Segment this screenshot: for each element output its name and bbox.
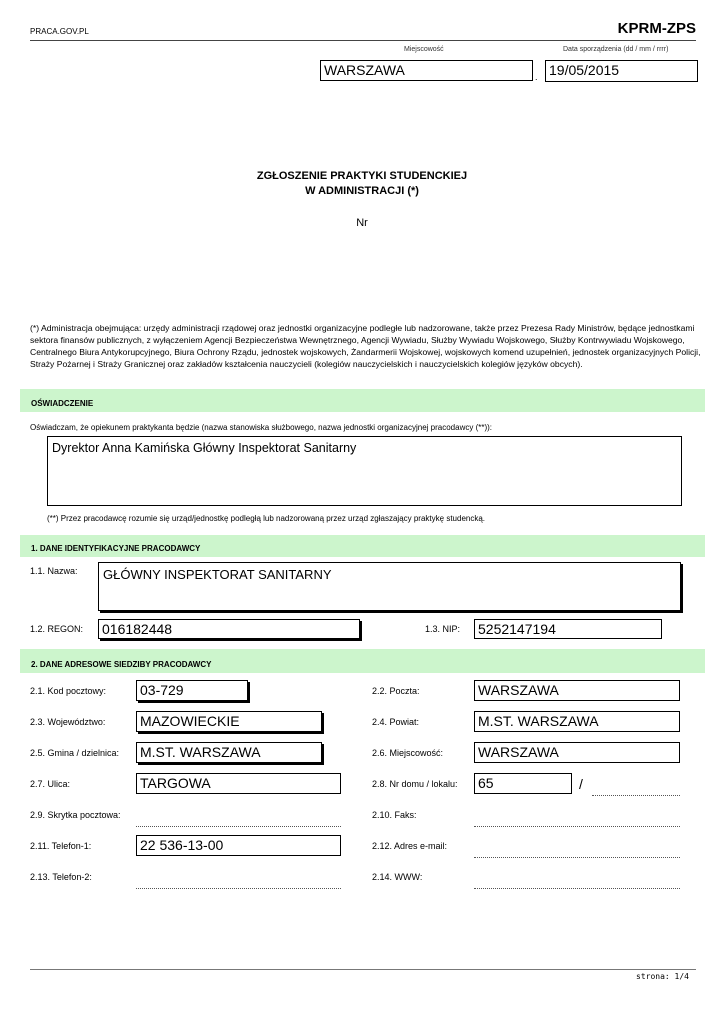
form-number-label: Nr [356, 217, 368, 229]
locality-field[interactable]: WARSZAWA [474, 742, 680, 763]
flat-number-blank[interactable] [592, 794, 680, 796]
form-title-line2: W ADMINISTRACJI (*) [305, 185, 419, 197]
supervisor-field[interactable]: Dyrektor Anna Kamińska Główny Inspektorat Sanitarny [47, 436, 682, 506]
postcode-field[interactable]: 03-729 [136, 680, 248, 701]
header-divider [30, 40, 696, 41]
date-field[interactable]: 19/05/2015 [545, 60, 698, 82]
place-label: Miejscowość [404, 46, 444, 53]
date-label: Data sporządzenia (dd / mm / rrrr) [563, 46, 669, 53]
admin-footnote: (*) Administracja obejmująca: urzędy administracji rządowej oraz jednostki organizacyjne podległe lub nadzorowane, także przez Prezesa Rady Ministrów, będące jednostkami sektora finansów publicznych, z wyłączeniem Agencji Bezpieczeństwa Wewnętrznego, Agencji Wywiadu, Służby Wywiadu Wojskowego, Służby Kontrwywiadu Wojskowego, Centralnego Biura Antykorupcyjnego, Biura Ochrony Rządu, jednostek wojskowych, Żandarmerii Wojskowej, wojskowych komend uzupełnień, jednostek organizacyjnych Policji, Straży Pożarnej i Straży Granicznej oraz zakładów kształcenia nauczycieli (kolegiów nauczycielskich i nauczycielskich kolegiów języków obcych). [30, 323, 701, 369]
house-number-field[interactable]: 65 [474, 773, 572, 794]
www-blank[interactable] [474, 887, 680, 889]
county-field[interactable]: M.ST. WARSZAWA [474, 711, 680, 732]
street-label: 2.7. Ulica: [30, 779, 71, 789]
regon-label: 1.2. REGON: [30, 624, 84, 634]
oswiadczenie-header [20, 389, 705, 412]
phone2-blank[interactable] [136, 887, 341, 889]
place-dot: . [535, 72, 538, 82]
www-label: 2.14. WWW: [372, 872, 423, 882]
phone2-label: 2.13. Telefon-2: [30, 872, 92, 882]
voivodeship-field[interactable]: MAZOWIECKIE [136, 711, 322, 732]
house-flat-separator: / [579, 776, 583, 792]
nip-field[interactable]: 5252147194 [474, 619, 662, 639]
voivodeship-label: 2.3. Województwo: [30, 717, 106, 727]
district-field[interactable]: M.ST. WARSZAWA [136, 742, 322, 763]
oswiadczenie-text: Oświadczam, że opiekunem praktykanta będzie (nazwa stanowiska służbowego, nazwa jednostki organizacyjnej pracodawcy (**)): [30, 423, 493, 432]
name-label: 1.1. Nazwa: [30, 566, 78, 576]
district-label: 2.5. Gmina / dzielnica: [30, 748, 120, 758]
section1-heading: 1. DANE IDENTYFIKACYJNE PRACODAWCY [31, 544, 201, 553]
house-number-label: 2.8. Nr domu / lokalu: [372, 779, 458, 789]
page-number: strona: 1/4 [636, 972, 689, 981]
footer-divider [30, 969, 696, 970]
county-label: 2.4. Powiat: [372, 717, 420, 727]
fax-label: 2.10. Faks: [372, 810, 417, 820]
po-box-label: 2.9. Skrytka pocztowa: [30, 810, 121, 820]
nip-label: 1.3. NIP: [425, 624, 461, 634]
post-office-label: 2.2. Poczta: [372, 686, 420, 696]
regon-field[interactable]: 016182448 [98, 619, 360, 639]
email-label: 2.12. Adres e-mail: [372, 841, 448, 851]
section2-header [20, 649, 705, 673]
employer-name-field[interactable]: GŁÓWNY INSPEKTORAT SANITARNY [98, 562, 681, 611]
oswiadczenie-heading: OŚWIADCZENIE [31, 399, 94, 408]
place-field[interactable]: WARSZAWA [320, 60, 533, 81]
post-office-field[interactable]: WARSZAWA [474, 680, 680, 701]
phone1-label: 2.11. Telefon-1: [30, 841, 92, 851]
site-label: PRACA.GOV.PL [30, 27, 89, 36]
po-box-blank[interactable] [136, 825, 341, 827]
form-title-line1: ZGŁOSZENIE PRAKTYKI STUDENCKIEJ [256, 170, 468, 182]
section1-header [20, 535, 705, 557]
locality-label: 2.6. Miejscowość: [372, 748, 444, 758]
employer-footnote: (**) Przez pracodawcę rozumie się urząd/jednostkę podległą lub nadzorowaną przez urząd zgłaszający praktykę studencką. [47, 514, 486, 523]
postcode-label: 2.1. Kod pocztowy: [30, 686, 107, 696]
street-field[interactable]: TARGOWA [136, 773, 341, 794]
form-code: KPRM-ZPS [617, 20, 696, 37]
email-blank[interactable] [474, 856, 680, 858]
fax-blank[interactable] [474, 825, 680, 827]
phone1-field[interactable]: 22 536-13-00 [136, 835, 341, 856]
section2-heading: 2. DANE ADRESOWE SIEDZIBY PRACODAWCY [31, 660, 212, 669]
